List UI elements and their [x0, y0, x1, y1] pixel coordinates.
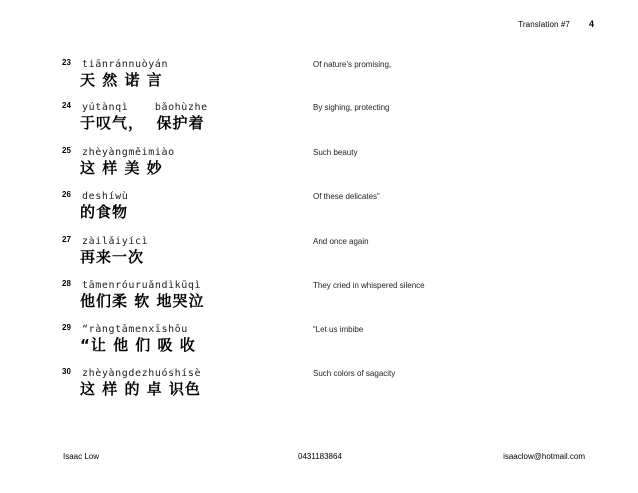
pinyin-text: zhèyàngdezhuóshísè	[82, 368, 202, 379]
line-number: 23	[62, 58, 71, 67]
page-footer	[0, 452, 638, 466]
translation-line	[0, 190, 638, 232]
translation-line	[0, 367, 638, 409]
chinese-text: 他们柔 软 地哭泣	[80, 292, 205, 310]
translation-line	[0, 101, 638, 143]
english-text: By sighing, protecting	[313, 103, 390, 112]
translation-line	[0, 146, 638, 188]
chinese-text: 这 样 美 妙	[80, 159, 163, 177]
line-number: 26	[62, 190, 71, 199]
chinese-text: 于叹气， 保护着	[80, 114, 205, 132]
page-number: 4	[588, 19, 594, 29]
pinyin-text: deshíwù	[82, 191, 129, 202]
line-number: 25	[62, 146, 71, 155]
translation-line	[0, 235, 638, 277]
pinyin-text: tāmenróuruǎndìkūqì	[82, 280, 202, 291]
line-number: 30	[62, 367, 71, 376]
translation-line	[0, 323, 638, 365]
english-text: Of nature’s promising,	[313, 60, 392, 69]
phone-number: 0431183864	[298, 452, 342, 461]
chinese-text: 天 然 诺 言	[80, 71, 163, 89]
english-text: Of these delicates”	[313, 192, 380, 201]
pinyin-text: zàilǎiyícì	[82, 236, 149, 247]
page-header	[0, 20, 638, 34]
author-name: Isaac Low	[63, 452, 100, 461]
chinese-text: 的食物	[80, 203, 129, 221]
document-title: Translation #7	[518, 20, 570, 29]
pinyin-text: zhèyàngměimiào	[82, 147, 175, 158]
chinese-text: “让 他 们 吸 收	[80, 336, 196, 354]
pinyin-text: yútànqì bǎohùzhe	[82, 102, 208, 113]
pinyin-text: “ràngtāmenxīshōu	[82, 324, 188, 335]
line-number: 29	[62, 323, 71, 332]
translation-line	[0, 58, 638, 100]
line-number: 27	[62, 235, 71, 244]
english-text: And once again	[313, 237, 369, 246]
english-text: Such colors of sagacity	[313, 369, 396, 378]
chinese-text: 再来一次	[80, 248, 145, 266]
english-text: They cried in whispered silence	[313, 281, 425, 290]
english-text: “Let us imbibe	[313, 325, 364, 334]
translation-line	[0, 279, 638, 321]
line-number: 24	[62, 101, 71, 110]
email-address: isaaclow@hotmail.com	[503, 452, 585, 461]
pinyin-text: tiānránnuòyán	[82, 59, 169, 70]
english-text: Such beauty	[313, 148, 358, 157]
chinese-text: 这 样 的 卓 识色	[80, 380, 201, 398]
line-number: 28	[62, 279, 71, 288]
